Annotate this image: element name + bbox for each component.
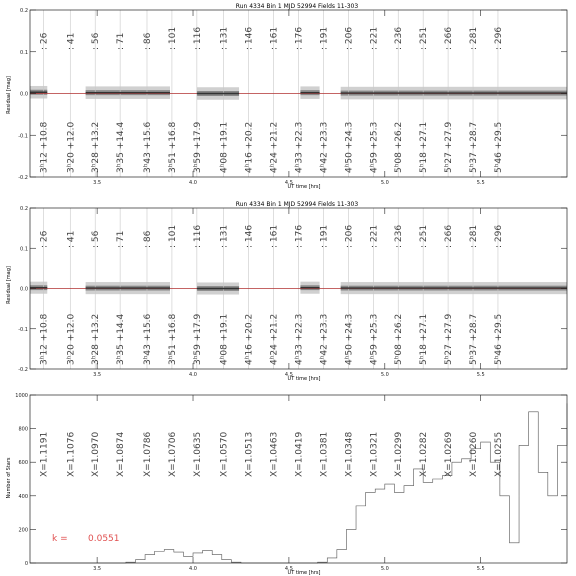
airmass-label: X=1.1191 <box>39 431 50 477</box>
y-tick-label: 0.0 <box>20 286 28 293</box>
time-label: 3ʰ20 +12.0 <box>66 121 77 173</box>
x-axis-label: UT time [hrs] <box>287 184 321 190</box>
airmass-label: X=1.1076 <box>66 431 77 477</box>
x-tick-label: 4.0 <box>189 372 197 378</box>
time-label: 5ʰ18 +27.1 <box>419 121 430 173</box>
field-label: : 206 <box>344 26 355 50</box>
field-label: : 56 <box>91 230 102 248</box>
field-label: : 41 <box>66 32 77 50</box>
x-tick-label: 5.5 <box>476 180 485 186</box>
airmass-label: X=1.0260 <box>469 431 480 477</box>
x-axis-label: UT time [hrs] <box>287 376 321 382</box>
field-label: : 266 <box>444 224 455 248</box>
x-tick-label: 3.5 <box>93 180 102 186</box>
airmass-label: X=1.0299 <box>394 431 405 477</box>
chart-panel-3 <box>15 393 567 572</box>
field-label: : 161 <box>269 224 280 248</box>
panel-title: Run 4334 Bin 1 MJD 52994 Fields 11-303 <box>235 3 359 10</box>
time-label: 4ʰ33 +22.3 <box>294 313 305 365</box>
x-tick-label: 4.0 <box>189 180 197 186</box>
time-label: 5ʰ08 +26.2 <box>394 121 405 173</box>
time-label: 5ʰ46 +29.5 <box>493 121 504 173</box>
y-tick-label: 0.1 <box>20 49 28 56</box>
field-label: : 71 <box>116 230 127 248</box>
field-label: : 236 <box>394 224 405 248</box>
time-label: 4ʰ50 +24.3 <box>344 121 355 173</box>
time-label: 3ʰ51 +16.8 <box>167 313 178 365</box>
x-tick-label: 3.5 <box>93 372 102 378</box>
time-label: 3ʰ12 +10.8 <box>39 313 50 365</box>
airmass-label: X=1.0570 <box>219 431 230 477</box>
y-axis-label: Number of Stars <box>6 457 12 499</box>
x-tick-label: 5.0 <box>380 372 389 378</box>
airmass-label: X=1.0874 <box>116 431 127 477</box>
field-label: : 26 <box>39 32 50 50</box>
field-label: : 296 <box>493 26 504 50</box>
airmass-label: X=1.0419 <box>294 431 305 477</box>
time-label: 3ʰ28 +13.2 <box>91 121 102 173</box>
field-label: : 251 <box>419 26 430 50</box>
airmass-label: X=1.0321 <box>369 431 380 477</box>
field-label: : 236 <box>394 26 405 50</box>
field-label: : 296 <box>493 224 504 248</box>
time-label: 4ʰ24 +21.2 <box>269 313 280 365</box>
y-tick-label: 400 <box>18 493 28 500</box>
time-label: 3ʰ59 +17.9 <box>192 121 203 173</box>
field-label: : 281 <box>469 224 480 248</box>
field-label: : 221 <box>369 26 380 50</box>
field-label: : 86 <box>142 32 153 50</box>
field-label: : 71 <box>116 32 127 50</box>
field-label: : 131 <box>219 26 230 50</box>
x-tick-label: 5.5 <box>476 566 485 572</box>
time-label: 3ʰ20 +12.0 <box>66 313 77 365</box>
y-tick-label: 0.2 <box>20 8 28 14</box>
time-label: 5ʰ27 +27.9 <box>444 121 455 173</box>
airmass-label: X=1.0381 <box>319 431 330 477</box>
time-label: 4ʰ16 +20.2 <box>244 121 255 173</box>
field-label: : 41 <box>66 230 77 248</box>
time-label: 4ʰ24 +21.2 <box>269 121 280 173</box>
x-axis-label: UT time [hrs] <box>287 570 321 576</box>
field-label: : 161 <box>269 26 280 50</box>
time-label: 5ʰ37 +28.7 <box>469 313 480 365</box>
x-tick-label: 4.5 <box>284 180 293 186</box>
time-label: 5ʰ46 +29.5 <box>493 313 504 365</box>
field-label: : 251 <box>419 224 430 248</box>
x-tick-label: 5.0 <box>380 566 389 572</box>
x-tick-label: 4.5 <box>284 372 293 378</box>
x-tick-label: 3.5 <box>93 566 102 572</box>
time-label: 3ʰ43 +15.6 <box>142 121 153 173</box>
field-label: : 176 <box>294 224 305 248</box>
time-label: 3ʰ59 +17.9 <box>192 313 203 365</box>
y-tick-label: 800 <box>18 426 28 433</box>
airmass-label: X=1.0970 <box>91 431 102 477</box>
y-tick-label: -0.2 <box>18 175 28 181</box>
field-label: : 101 <box>167 26 178 50</box>
airmass-label: X=1.0348 <box>344 431 355 477</box>
y-tick-label: 200 <box>18 527 28 534</box>
y-tick-label: 600 <box>18 460 28 467</box>
airmass-label: X=1.0786 <box>142 431 153 477</box>
x-tick-label: 5.5 <box>476 372 485 378</box>
field-label: : 101 <box>167 224 178 248</box>
y-axis-label: Residual [mag] <box>6 76 12 114</box>
time-label: 4ʰ33 +22.3 <box>294 121 305 173</box>
time-label: 5ʰ18 +27.1 <box>419 313 430 365</box>
time-label: 3ʰ12 +10.8 <box>39 121 50 173</box>
y-tick-label: 0 <box>24 561 28 567</box>
field-label: : 56 <box>91 32 102 50</box>
y-tick-label: -0.2 <box>18 367 28 373</box>
time-label: 4ʰ16 +20.2 <box>244 313 255 365</box>
y-tick-label: 1000 <box>15 393 28 399</box>
field-label: : 131 <box>219 224 230 248</box>
extinction-label: k = <box>52 534 68 544</box>
y-tick-label: 0.2 <box>20 206 28 212</box>
field-label: : 206 <box>344 224 355 248</box>
airmass-label: X=1.0513 <box>244 431 255 477</box>
airmass-label: X=1.0706 <box>167 431 178 477</box>
field-label: : 146 <box>244 26 255 50</box>
airmass-label: X=1.0463 <box>269 431 280 477</box>
time-label: 3ʰ35 +14.4 <box>116 121 127 173</box>
time-label: 4ʰ08 +19.1 <box>219 121 230 173</box>
time-label: 4ʰ59 +25.3 <box>369 313 380 365</box>
field-label: : 146 <box>244 224 255 248</box>
time-label: 4ʰ08 +19.1 <box>219 313 230 365</box>
field-label: : 191 <box>319 224 330 248</box>
airmass-label: X=1.0635 <box>192 431 203 477</box>
field-label: : 116 <box>192 26 203 50</box>
panel-title: Run 4334 Bin 1 MJD 52994 Fields 11-303 <box>235 201 359 208</box>
x-tick-label: 4.5 <box>284 566 293 572</box>
time-label: 5ʰ08 +26.2 <box>394 313 405 365</box>
y-tick-label: -0.1 <box>18 326 28 333</box>
airmass-label: X=1.0269 <box>444 431 455 477</box>
field-label: : 281 <box>469 26 480 50</box>
y-tick-label: -0.1 <box>18 133 28 140</box>
time-label: 4ʰ42 +23.3 <box>319 121 330 173</box>
field-label: : 191 <box>319 26 330 50</box>
chart-panel-1 <box>18 8 567 186</box>
time-label: 3ʰ35 +14.4 <box>116 313 127 365</box>
field-label: : 266 <box>444 26 455 50</box>
time-label: 5ʰ27 +27.9 <box>444 313 455 365</box>
y-tick-label: 0.1 <box>20 246 28 253</box>
x-tick-label: 5.0 <box>380 180 389 186</box>
field-label: : 176 <box>294 26 305 50</box>
time-label: 5ʰ37 +28.7 <box>469 121 480 173</box>
field-label: : 26 <box>39 230 50 248</box>
time-label: 4ʰ50 +24.3 <box>344 313 355 365</box>
extinction-value: 0.0551 <box>88 534 120 544</box>
time-label: 3ʰ28 +13.2 <box>91 313 102 365</box>
x-tick-label: 4.0 <box>189 566 197 572</box>
chart-panel-2 <box>18 206 567 378</box>
field-label: : 86 <box>142 230 153 248</box>
y-axis-label: Residual [mag] <box>6 266 12 304</box>
y-tick-label: 0.0 <box>20 91 28 98</box>
airmass-label: X=1.0255 <box>493 431 504 477</box>
field-label: : 116 <box>192 224 203 248</box>
time-label: 3ʰ51 +16.8 <box>167 121 178 173</box>
time-label: 3ʰ43 +15.6 <box>142 313 153 365</box>
airmass-label: X=1.0282 <box>419 431 430 477</box>
field-label: : 221 <box>369 224 380 248</box>
time-label: 4ʰ42 +23.3 <box>319 313 330 365</box>
time-label: 4ʰ59 +25.3 <box>369 121 380 173</box>
